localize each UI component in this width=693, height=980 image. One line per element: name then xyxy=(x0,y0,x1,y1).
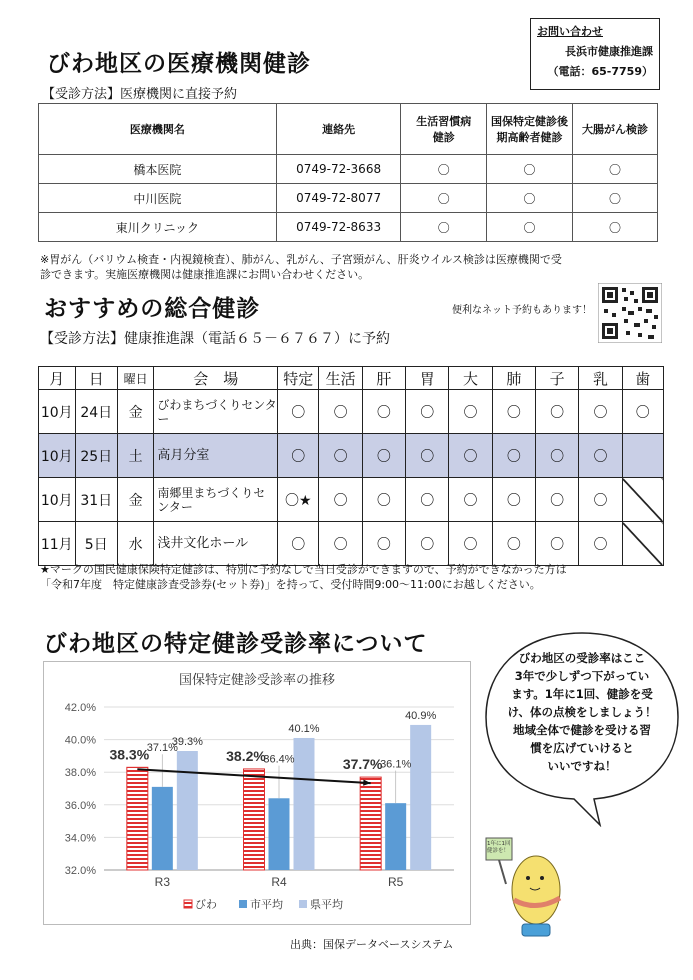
cell-day: 25日 xyxy=(75,434,117,478)
y-tick-label: 32.0% xyxy=(64,865,96,877)
note-line: 診できます。実施医療機関は健康推進課にお問い合わせください。 xyxy=(40,268,370,281)
bar-chart xyxy=(44,662,470,924)
mark: 〇 xyxy=(362,478,405,522)
mark: 〇 xyxy=(579,390,622,434)
mark: 〇 xyxy=(535,522,578,566)
mark: 〇 xyxy=(401,213,487,242)
clinic-table xyxy=(38,103,658,242)
cell-day: 31日 xyxy=(75,478,117,522)
chart-title: 国保特定健診受診率の推移 xyxy=(178,672,336,687)
section2-title: おすすめの総合健診 xyxy=(44,296,261,322)
data-label: 38.3% xyxy=(109,746,150,763)
speech-bubble xyxy=(482,629,682,827)
mark: 〇 xyxy=(406,522,449,566)
mark: 〇 xyxy=(319,390,362,434)
bubble-line: け、体の点検をしましょう！ xyxy=(507,705,657,719)
mark: 〇 xyxy=(535,434,578,478)
y-tick-label: 36.0% xyxy=(64,799,96,812)
col-header: 医療機関名 xyxy=(39,104,277,155)
bar-びわ-R3 xyxy=(127,767,148,870)
mark: 〇 xyxy=(278,434,319,478)
clinic-phone: 0749-72-8633 xyxy=(276,213,401,242)
col-header: 乳 xyxy=(579,367,622,390)
legend-label: びわ xyxy=(195,899,217,911)
mark: 〇 xyxy=(492,478,535,522)
qr-code-icon[interactable] xyxy=(598,283,662,343)
net-reservation-note: 便利なネット予約もあります！ xyxy=(452,305,592,316)
mark: 〇★ xyxy=(278,478,319,522)
bar-市平均-R3 xyxy=(152,787,173,870)
mark: 〇 xyxy=(406,434,449,478)
table-row xyxy=(39,478,664,522)
mark: 〇 xyxy=(492,390,535,434)
source-note: 出典：国保データベースシステム xyxy=(290,938,454,951)
table-row xyxy=(39,155,658,184)
mark: 〇 xyxy=(278,522,319,566)
mark: 〇 xyxy=(319,522,362,566)
col-header: 月 xyxy=(39,367,76,390)
mark: 〇 xyxy=(573,213,658,242)
col-header: 大腸がん検診 xyxy=(573,104,658,155)
mark: 〇 xyxy=(401,184,487,213)
mark: 〇 xyxy=(487,184,573,213)
data-label: 40.1% xyxy=(288,722,320,735)
mark: 〇 xyxy=(449,390,492,434)
mark: 〇 xyxy=(535,390,578,434)
cell-day: 24日 xyxy=(75,390,117,434)
table-row xyxy=(39,390,664,434)
bar-市平均-R5 xyxy=(385,803,406,870)
cell-day: 5日 xyxy=(75,522,117,566)
table-row xyxy=(39,522,664,566)
mascot-sign-text: 1年に1回健診を！ xyxy=(487,841,511,854)
y-tick-label: 38.0% xyxy=(64,767,96,780)
contact-org: 長浜市健康推進課 xyxy=(565,45,653,58)
not-available-cell xyxy=(622,478,663,522)
bubble-line: いいですね！ xyxy=(547,759,617,773)
bar-県平均-R5 xyxy=(410,725,431,870)
col-header: 歯 xyxy=(622,367,663,390)
mark: 〇 xyxy=(406,478,449,522)
cell-month: 10月 xyxy=(39,478,76,522)
bubble-text xyxy=(492,649,672,775)
mark: 〇 xyxy=(362,390,405,434)
mark: 〇 xyxy=(487,213,573,242)
data-label: 39.3% xyxy=(171,736,203,749)
cell-venue: 南郷里まちづくりセンター xyxy=(154,478,278,522)
mark: 〇 xyxy=(535,478,578,522)
cell-venue: 高月分室 xyxy=(154,434,278,478)
clinic-name: 東川クリニック xyxy=(39,213,277,242)
table-row xyxy=(39,434,664,478)
data-label: 37.7% xyxy=(342,756,383,773)
mark: 〇 xyxy=(362,434,405,478)
not-available-cell xyxy=(622,434,663,478)
mark: 〇 xyxy=(579,478,622,522)
cell-venue: びわまちづくりセンター xyxy=(154,390,278,434)
data-label: 40.9% xyxy=(405,709,437,722)
col-header xyxy=(487,104,573,155)
legend-swatch xyxy=(299,900,307,908)
y-tick-label: 34.0% xyxy=(64,832,96,845)
table-row xyxy=(39,184,658,213)
mark: 〇 xyxy=(319,478,362,522)
contact-box xyxy=(530,18,660,90)
cell-month: 11月 xyxy=(39,522,76,566)
bubble-line: びわ地区の受診率はここ xyxy=(518,651,646,665)
section1-method: 【受診方法】医療機関に直接予約 xyxy=(42,87,238,102)
section2-method: 【受診方法】健康推進課（電話６５－６７６７）に予約 xyxy=(40,331,390,347)
mascot-illustration xyxy=(484,828,580,940)
chart-frame xyxy=(43,661,471,925)
mark: 〇 xyxy=(449,478,492,522)
mark: 〇 xyxy=(579,522,622,566)
clinic-name: 橋本医院 xyxy=(39,155,277,184)
table-row xyxy=(39,213,658,242)
mark: 〇 xyxy=(319,434,362,478)
col-header: 胃 xyxy=(406,367,449,390)
mark: 〇 xyxy=(449,522,492,566)
col-header: 肝 xyxy=(362,367,405,390)
section1-title: びわ地区の医療機関健診 xyxy=(47,51,311,77)
col-header xyxy=(401,104,487,155)
col-header: 曜日 xyxy=(117,367,153,390)
cell-month: 10月 xyxy=(39,390,76,434)
section2-note xyxy=(40,562,567,592)
legend-swatch xyxy=(184,900,192,908)
col-header: 肺 xyxy=(492,367,535,390)
x-tick-label: R5 xyxy=(387,875,404,889)
legend-label: 県平均 xyxy=(310,899,343,911)
bar-市平均-R4 xyxy=(269,798,290,870)
note-line: ★マークの国民健康保険特定健診は、特別に予約なしで当日受診ができますので、予約ができなかった方は xyxy=(40,563,567,576)
clinic-phone: 0749-72-3668 xyxy=(276,155,401,184)
bar-びわ-R4 xyxy=(244,769,265,870)
cell-dow: 水 xyxy=(117,522,153,566)
legend-swatch xyxy=(239,900,247,908)
mark: 〇 xyxy=(362,522,405,566)
col-header: 連絡先 xyxy=(276,104,401,155)
section1-note xyxy=(40,252,562,282)
mark: 〇 xyxy=(406,390,449,434)
col-header-text: 国保特定健診後期高齢者健診 xyxy=(491,115,569,144)
clinic-phone: 0749-72-8077 xyxy=(276,184,401,213)
col-header: 生活 xyxy=(319,367,362,390)
mark: 〇 xyxy=(573,184,658,213)
note-line: ※胃がん（バリウム検査・内視鏡検査）、肺がん、乳がん、子宮頸がん、肝炎ウイルス検診は医療機関で受 xyxy=(40,253,562,266)
mark: 〇 xyxy=(401,155,487,184)
data-label: 36.4% xyxy=(263,753,295,766)
col-header: 子 xyxy=(535,367,578,390)
y-tick-label: 40.0% xyxy=(64,734,96,747)
x-tick-label: R3 xyxy=(154,875,171,889)
data-label: 37.1% xyxy=(146,742,178,755)
col-header-text: 生活習慣病健診 xyxy=(416,115,472,144)
contact-heading: お問い合わせ xyxy=(537,25,603,38)
bubble-line: 地域全体で健診を受ける習 xyxy=(513,723,651,737)
cell-month: 10月 xyxy=(39,434,76,478)
bar-県平均-R4 xyxy=(294,738,315,870)
col-header: 会 場 xyxy=(154,367,278,390)
cell-dow: 金 xyxy=(117,478,153,522)
col-header: 特定 xyxy=(278,367,319,390)
col-header: 大 xyxy=(449,367,492,390)
data-label: 36.1% xyxy=(380,758,412,771)
bubble-line: ます。1年に1回、健診を受 xyxy=(511,687,653,701)
bar-びわ-R5 xyxy=(360,777,381,870)
data-label: 38.2% xyxy=(226,747,266,764)
contact-phone: （電話：65-7759） xyxy=(547,65,653,78)
y-tick-label: 42.0% xyxy=(64,702,96,714)
col-header: 日 xyxy=(75,367,117,390)
cell-dow: 金 xyxy=(117,390,153,434)
x-tick-label: R4 xyxy=(271,875,287,889)
mark: 〇 xyxy=(449,434,492,478)
checkup-schedule-table xyxy=(38,366,664,566)
legend-label: 市平均 xyxy=(250,899,283,911)
mark: 〇 xyxy=(492,434,535,478)
mark: 〇 xyxy=(487,155,573,184)
section3-title: びわ地区の特定健診受診率について xyxy=(44,631,428,657)
mark: 〇 xyxy=(492,522,535,566)
cell-dow: 土 xyxy=(117,434,153,478)
bar-県平均-R3 xyxy=(177,751,198,870)
not-available-cell xyxy=(622,522,663,566)
mark: 〇 xyxy=(622,390,663,434)
bubble-line: 3年で少しずつ下がってい xyxy=(514,669,650,683)
bubble-line: 慣を広げていけると xyxy=(530,741,634,755)
mark: 〇 xyxy=(579,434,622,478)
cell-venue: 浅井文化ホール xyxy=(154,522,278,566)
mark: 〇 xyxy=(278,390,319,434)
mark: 〇 xyxy=(573,155,658,184)
clinic-name: 中川医院 xyxy=(39,184,277,213)
table-header-row xyxy=(39,367,664,390)
note-line: 「令和7年度 特定健康診査受診券(セット券)」を持って、受付時間9:00～11:00にお越しください。 xyxy=(40,578,541,591)
